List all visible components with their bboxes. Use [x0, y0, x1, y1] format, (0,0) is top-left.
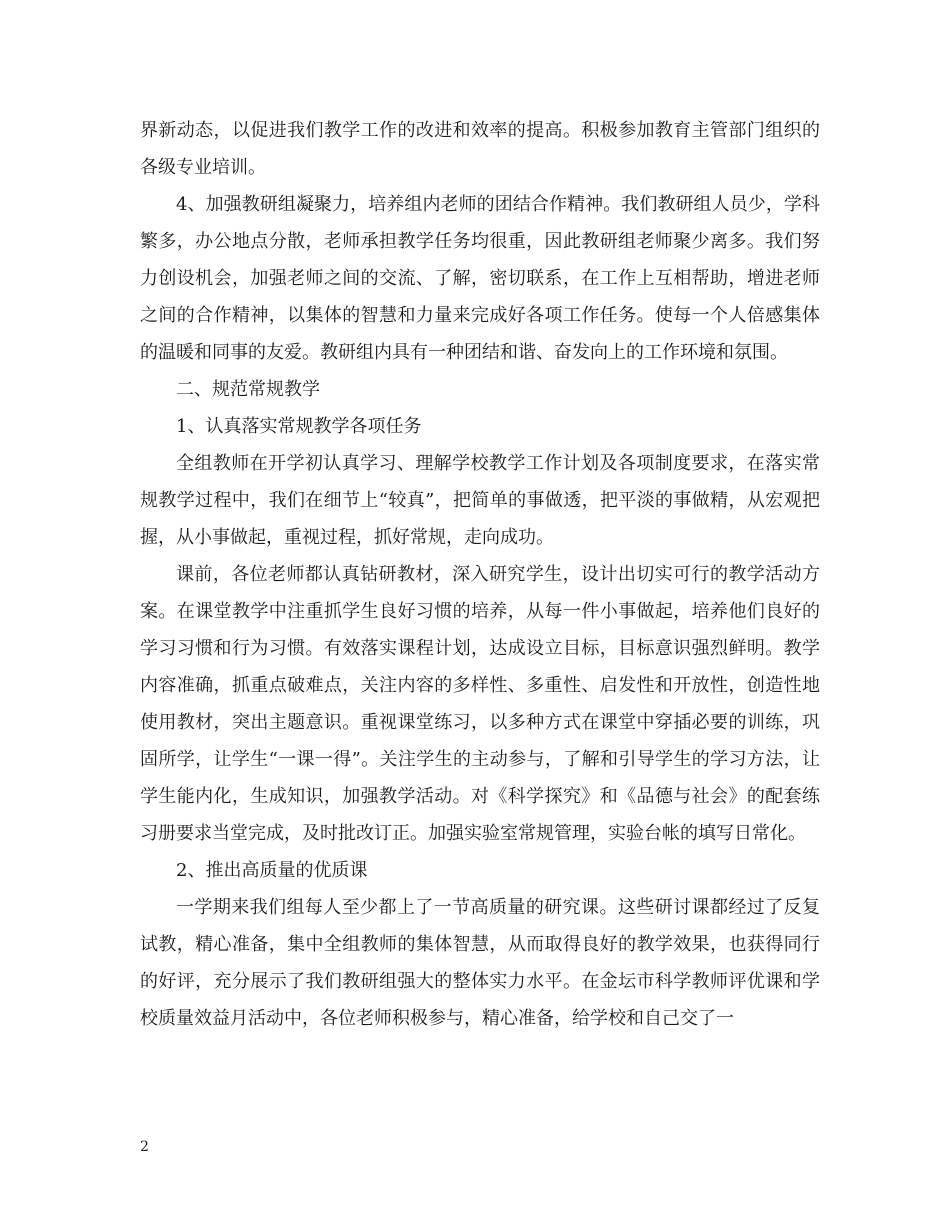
section-heading: 二、规范常规教学	[176, 379, 320, 400]
paragraph: 一学期来我们组每人至少都上了一节高质量的研究课。这些研讨课都经过了反复试教，精心准备，集中全组教师的集体智慧，从而取得良好的教学效果，也获得同行的好评，充分展示了我们教研组强大的整体实力水平。在金坛市科学教师评优课和学校质量效益月活动中，各位老师积极参与，精心准备，给学校和自己交了一	[140, 897, 820, 1029]
paragraph: 全组教师在开学初认真学习、理解学校教学工作计划及各项制度要求，在落实常规教学过程中，我们在细节上“较真”，把简单的事做透，把平淡的事做精，从宏观把握，从小事做起，重视过程，抓好常规，走向成功。	[140, 453, 820, 548]
paragraph: 4、加强教研组凝聚力，培养组内老师的团结合作精神。我们教研组人员少，学科繁多，办公地点分散，老师承担教学任务均很重，因此教研组老师聚少离多。我们努力创设机会，加强老师之间的交流、了解，密切联系，在工作上互相帮助，增进老师之间的合作精神，以集体的智慧和力量来完成好各项工作任务。使每一个人倍感集体的温暖和同事的友爱。教研组内具有一种团结和谐、奋发向上的工作环境和氛围。	[140, 194, 820, 363]
page-number: 2	[140, 1139, 149, 1155]
document-body	[140, 112, 820, 1037]
paragraph: 课前，各位老师都认真钻研教材，深入研究学生，设计出切实可行的教学活动方案。在课堂教学中注重抓学生良好习惯的培养，从每一件小事做起，培养他们良好的学习习惯和行为习惯。有效落实课程计划，达成设立目标，目标意识强烈鲜明。教学内容准确，抓重点破难点，关注内容的多样性、多重性、启发性和开放性，创造性地使用教材，突出主题意识。重视课堂练习，以多种方式在课堂中穿插必要的训练，巩固所学，让学生“一课一得”。关注学生的主动参与，了解和引导学生的学习方法，让学生能内化，生成知识，加强教学活动。对《科学探究》和《品德与社会》的配套练习册要求当堂完成，及时批改订正。加强实验室常规管理，实验台帐的填写日常化。	[140, 564, 820, 844]
subsection-heading: 1、认真落实常规教学各项任务	[176, 416, 422, 437]
subsection-heading: 2、推出高质量的优质课	[176, 860, 368, 881]
paragraph: 界新动态，以促进我们教学工作的改进和效率的提高。积极参加教育主管部门组织的各级专业培训。	[140, 120, 820, 178]
